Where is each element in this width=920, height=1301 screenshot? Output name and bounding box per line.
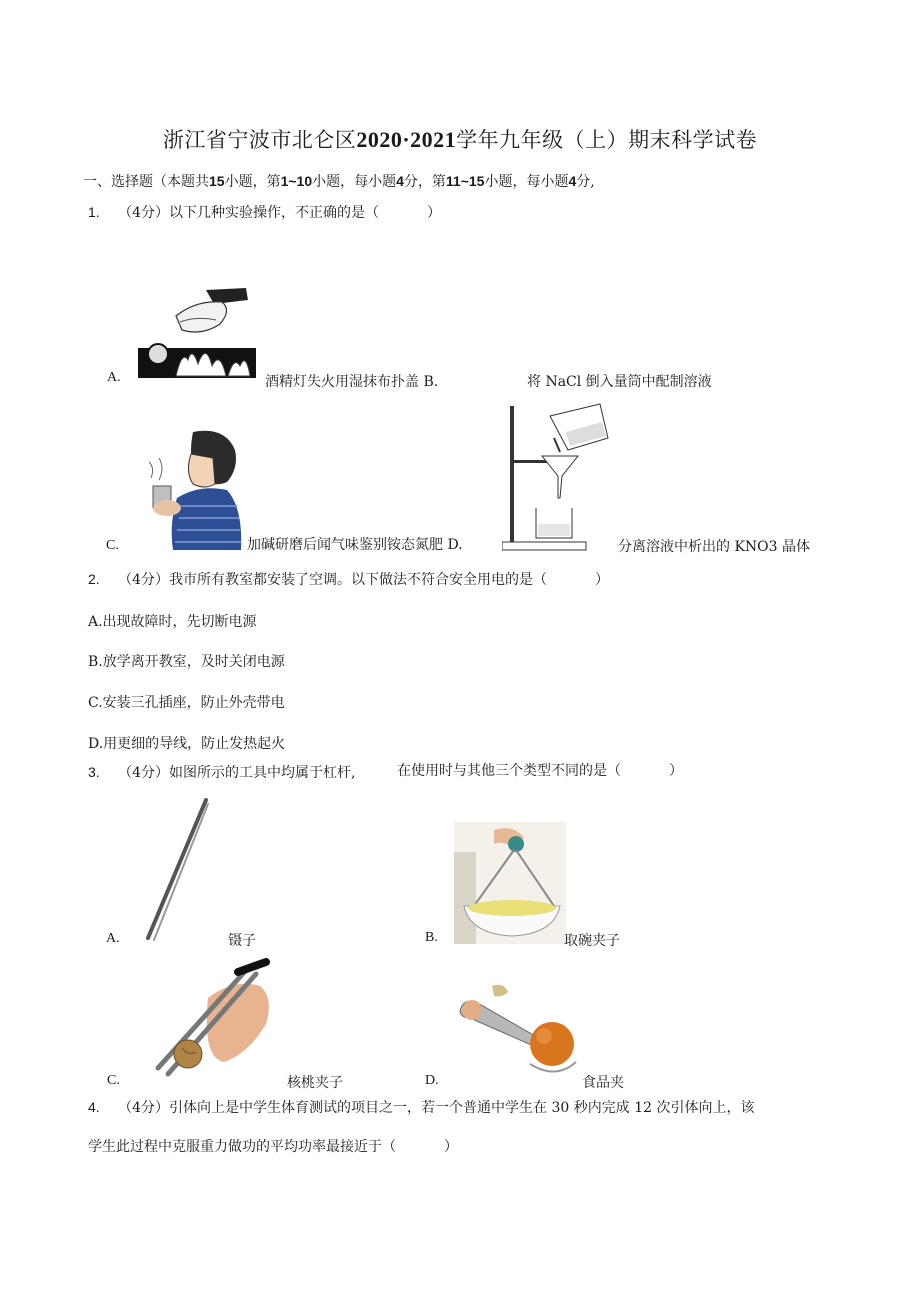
food-tongs-icon: [452, 982, 580, 1082]
q2-option-d: D.用更细的导线，防止发热起火: [88, 736, 286, 752]
bowl-clip-icon: [454, 822, 566, 944]
question-4-stem: [88, 1097, 754, 1117]
question-close: ）: [669, 763, 683, 779]
section-points-2: 4: [568, 173, 577, 189]
question-text: 在使用时与其他三个类型不同的是（: [397, 763, 621, 779]
title-suffix: 学年九年级（上）期末科学试卷: [456, 128, 758, 152]
question-close: ）: [427, 205, 442, 221]
option-letter: D.: [425, 1073, 439, 1088]
section-range-1: 1~10: [280, 173, 313, 189]
section-text: 小题，每小题: [484, 174, 569, 190]
question-text: （4分）如图所示的工具中均属于杠杆,: [118, 765, 356, 781]
section-range-2: 11~15: [445, 173, 485, 189]
question-4-stem-2: [88, 1136, 458, 1156]
question-3-stem-2: [397, 760, 683, 780]
section-text: 分,: [576, 174, 595, 190]
option-caption: 分离溶液中析出的 KNO3 晶体: [618, 539, 810, 555]
question-text: （4分）引体向上是中学生体育测试的项目之一，若一个普通中学生在 30 秒内完成 12 次引体向上，该: [118, 1100, 755, 1116]
q2-option-b: B.放学离开教室，及时关闭电源: [88, 654, 285, 670]
boy-smelling-icon: [143, 428, 247, 552]
option-caption: 取碗夹子: [564, 933, 620, 949]
option-caption: 酒精灯失火用湿抹布扑盖 B.: [265, 374, 439, 390]
question-close: ）: [595, 572, 610, 588]
question-close: ）: [444, 1139, 458, 1155]
option-caption: 将 NaCl 倒入量筒中配制溶液: [527, 374, 712, 390]
question-2-stem: [88, 569, 609, 589]
question-1-stem: [88, 202, 441, 222]
question-text: （4分）以下几种实验操作，不正确的是（: [118, 205, 380, 221]
question-text: 学生此过程中克服重力做功的平均功率最接近于（: [88, 1139, 396, 1155]
title-prefix: 浙江省宁波市北仑区: [162, 128, 357, 152]
question-number: 3.: [88, 764, 100, 780]
option-caption: 核桃夹子: [287, 1075, 343, 1091]
section-text: 一、选择题（本题共: [83, 174, 209, 190]
tweezers-icon: [140, 798, 212, 944]
title-years: 2020·2021: [356, 127, 457, 152]
question-number: 4.: [88, 1099, 100, 1115]
alcohol-lamp-fire-icon: [136, 286, 260, 382]
section-count: 15: [209, 173, 225, 189]
q2-option-c: C.安装三孔插座，防止外壳带电: [88, 695, 285, 711]
section-points-1: 4: [396, 173, 404, 189]
section-text: 小题，每小题: [312, 174, 397, 190]
section-heading: [83, 171, 595, 191]
option-letter: A.: [107, 370, 121, 385]
option-letter: B.: [425, 930, 438, 945]
section-text: 小题，第: [224, 174, 281, 190]
section-text: 分，第: [403, 174, 446, 190]
option-letter: C.: [107, 1073, 120, 1088]
question-3-stem: [88, 762, 356, 782]
filtration-apparatus-icon: [502, 402, 614, 554]
option-caption: 镊子: [228, 933, 256, 949]
option-caption: 加碱研磨后闻气味鉴别铵态氮肥 D.: [247, 537, 463, 553]
page-title: [0, 124, 920, 154]
question-number: 1.: [88, 204, 100, 220]
option-letter: A.: [106, 931, 120, 946]
question-number: 2.: [88, 571, 100, 587]
option-letter: C.: [106, 538, 119, 553]
option-caption: 食品夹: [582, 1075, 624, 1091]
q2-option-a: A.出现故障时，先切断电源: [88, 614, 257, 630]
nutcracker-icon: [138, 958, 286, 1084]
question-text: （4分）我市所有教室都安装了空调。以下做法不符合安全用电的是（: [118, 572, 548, 588]
